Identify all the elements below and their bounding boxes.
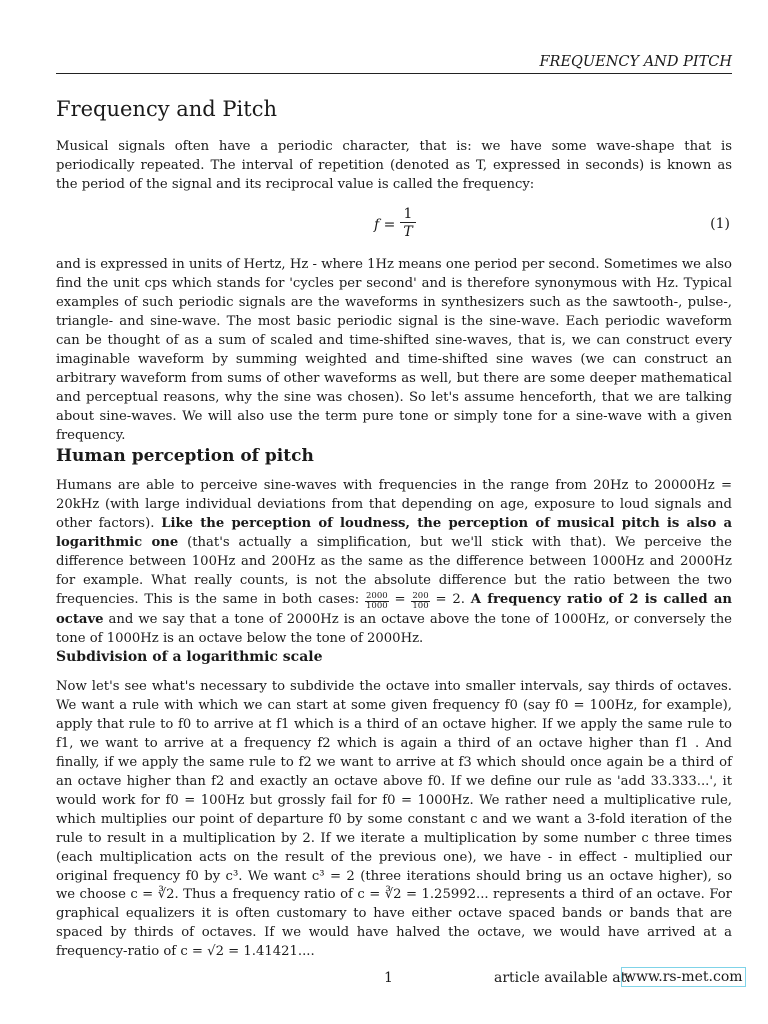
subdivision-paragraph: Now let's see what's necessary to subdivide the octave into smaller intervals, say thirds of octaves. We want a rule with which we can start at some given frequency f0 (say f0 = 100Hz, for example), apply that rule to f0 to arrive at f1 which is a third of an octave higher. If we apply the same rule to f1, we want to arrive at a frequency f2 which is again a third of an octave higher than f1 . And finally, if we apply the same rule to f2 we want to arrive at f3 which should once again be a third of an octave higher than f2 and exactly an octave above f0. If we define our rule as 'add 33.333...', it would work for f0 = 100Hz but grossly fail for f0 = 1000Hz. We rather need a multiplicative rule, which multiplies our point of departure f0 by some constant c and we want a 3-fold iteration of the rule to result in a multiplication by 2. If we iterate a multiplication by some number c three times (each multiplication acts on the result of the previous one), we have - in effect - multiplied our original frequency f0 by c³. We want c³ = 2 (three iterations should bring us an octave higher), so we choose c = ∛2. Thus a frequency ratio of c = ∛2 = 1.25992... represents a third of an octave. For graphical equalizers it is often customary to have either octave spaced bands or bands that are spaced by thirds of octaves. If we would have halved the octave, we would have arrived at a frequency-ratio of c = √2 = 1.41421.... [56, 679, 732, 960]
frequency-paragraph: and is expressed in units of Hertz, Hz - where 1Hz means one period per second. Sometimes we also find the unit cps which stands for 'cycles per second' and is therefore synonymous with Hz. Typical examples of such periodic signals are the waveforms in synthesizers such as the sawtooth-, pulse-, triangle- and sine-wave. The most basic periodic signal is the sine-wave. Each periodic waveform can be thought of as a sum of scaled and time-shifted sine-waves, that is, we can construct every imaginable waveform by summing weighted and time-shifted sine waves (we can construct an arbitrary waveform from sums of other waveforms as well, but there are some deeper mathematical and perceptual reasons, why the sine was chosen). So let's assume henceforth, that we are talking about sine-waves. We will also use the term pure tone or simply tone for a sine-wave with a given frequency. [56, 257, 732, 443]
equation-denominator: T [403, 224, 413, 240]
article-link[interactable]: www.rs-met.com [621, 967, 746, 987]
pitch-text-mid: (that's actually a simplification, but we'll stick with that). We perceive the difference between 100Hz and 200Hz as the same as the difference between 1000Hz and 2000Hz for example. What really counts, is not the absolute difference but the ratio between the two frequencies. This is the same in both cases: [56, 534, 732, 607]
pitch-bold-statement: Like the perception of loudness, the perception of musical pitch is also a logarithmic one [56, 515, 732, 550]
equation-lhs: f = [374, 217, 396, 233]
running-header [56, 54, 732, 74]
equation-fraction [400, 206, 416, 241]
pitch-text-end: and we say that a tone of 2000Hz is an octave above the tone of 1000Hz, or conversely the tone of 1000Hz is an octave below the tone of 2000Hz. [56, 611, 732, 646]
ratio-fraction-2 [411, 592, 429, 611]
running-title: FREQUENCY AND PITCH [539, 54, 732, 70]
pitch-text-start: Humans are able to perceive sine-waves with frequencies in the range from 20Hz to 20000Hz = 20kHz (with large individual deviations from that depending on age, exposure to loud signals and other factors). [56, 478, 732, 531]
intro-paragraph: Musical signals often have a periodic character, that is: we have some wave-shape that is periodically repeated. The interval of repetition (denoted as T, expressed in seconds) is known as the period of the signal and its reciprocal value is called the frequency: [56, 139, 732, 192]
octave-definition: A frequency ratio of 2 is called an octave [56, 591, 732, 627]
ratio-2-denominator: 100 [412, 600, 429, 611]
pitch-paragraph: Humans are able to perceive sine-waves with frequencies in the range from 20Hz to 20000Hz = 20kHz (with large individual deviations from that depending on age, exposure to loud signals and other factors). Like the perception of loudness, the perception of musical pitch is also a logarithmic one (that's actually a simplification, but we'll stick with that). We perceive the difference between 100Hz and 200Hz as the same as the difference between 1000Hz and 2000Hz for example. What really counts, is not the absolute difference but the ratio between the two frequencies. This is the same in both cases: $\frac{2000}{1000}$ = $\frac{200}{100}$ = 2. A frequency ratio of 2 is called an octave and we say that a tone of 2000Hz is an octave above the tone of 1000Hz, or conversely the tone of 1000Hz is an octave below the tone of 2000Hz. [56, 478, 732, 646]
subsection-title: Human perception of pitch [56, 446, 314, 466]
equation-number: (1) [710, 216, 730, 232]
equation-numerator: 1 [403, 206, 413, 222]
ratio-2-numerator: 200 [412, 590, 429, 601]
subsubsection-title: Subdivision of a logarithmic scale [56, 649, 323, 665]
article-label: article available at: [494, 970, 631, 986]
section-title: Frequency and Pitch [56, 97, 277, 121]
page-number: 1 [384, 970, 393, 986]
equation-frequency [56, 204, 732, 248]
ratio-fraction-1 [365, 592, 389, 611]
ratio-result: = 2. [435, 591, 465, 607]
ratio-1-numerator: 2000 [366, 590, 388, 601]
ratio-1-denominator: 1000 [366, 600, 388, 611]
